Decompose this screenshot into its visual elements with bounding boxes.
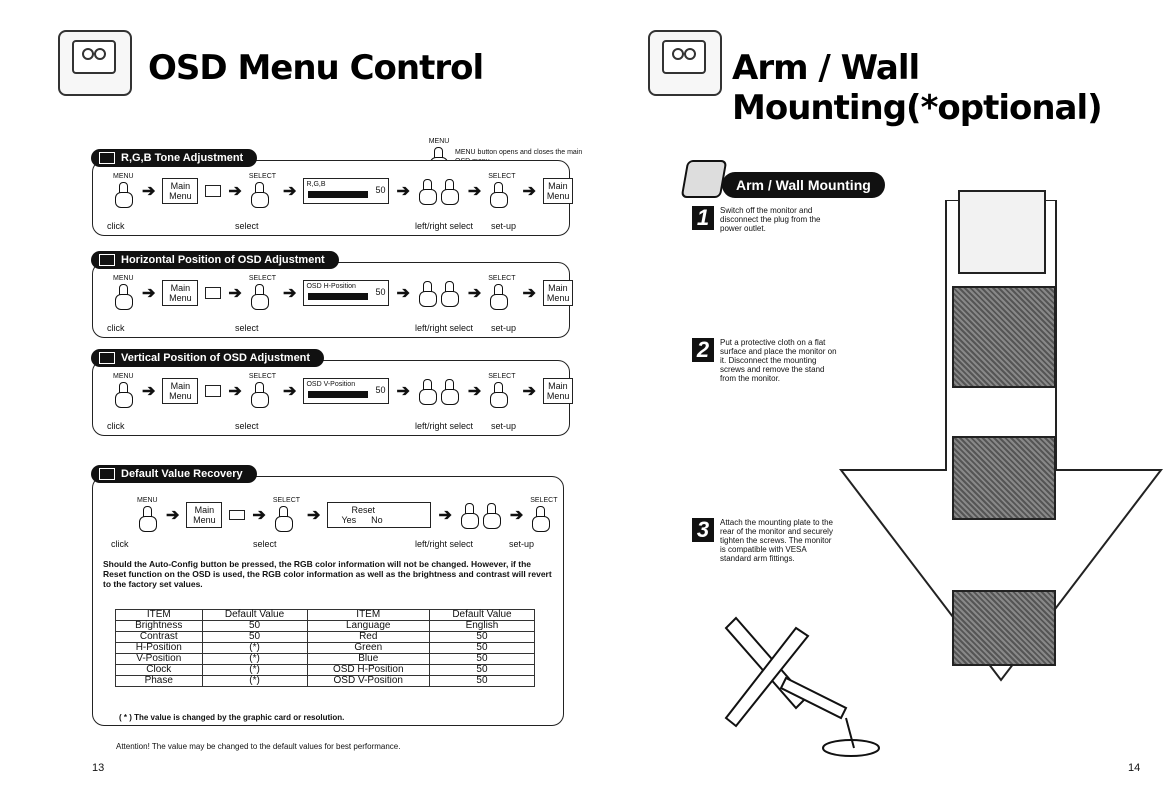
table-header: Default Value — [202, 610, 307, 621]
table-cell: V-Position — [116, 654, 203, 665]
table-row — [116, 676, 535, 687]
section-flow: MENU ➔ Main Menu ➔ SELECT ➔ OSD H-Position 50 ➔ ➔ SELECT ➔ Main Menu — [113, 275, 573, 310]
table-row — [116, 654, 535, 665]
table-cell: Contrast — [116, 632, 203, 643]
table-cell: H-Position — [116, 643, 203, 654]
section-flow: MENU ➔ Main Menu ➔ SELECT ➔ R,G,B 50 ➔ ➔ SELECT ➔ Main Menu — [113, 173, 573, 208]
caption-left-right: left/right select — [415, 539, 474, 549]
select-hand-icon-2: SELECT — [488, 275, 515, 310]
caption-click: click — [107, 421, 125, 431]
subtitle-text: Arm / Wall Mounting — [722, 172, 885, 198]
osd-slider: OSD H-Position 50 — [303, 280, 389, 306]
step-text: Attach the mounting plate to the rear of the monitor and securely tighten the screws. The monitor is compatible with VESA standard arm fittings. — [720, 518, 833, 563]
step-number: 2 — [692, 338, 714, 362]
section-title: R,G,B Tone Adjustment — [91, 149, 257, 167]
mascot-icon-right — [648, 30, 722, 96]
caption-click: click — [111, 539, 129, 549]
table-cell: English — [429, 621, 534, 632]
table-cell: (*) — [202, 676, 307, 687]
select-hand-icon: SELECT — [273, 497, 300, 532]
table-cell: 50 — [429, 654, 534, 665]
mounting-step-2 — [692, 338, 838, 383]
select-hand-icon-2: SELECT — [488, 373, 515, 408]
menu-hand-icon: MENU — [137, 497, 159, 532]
attention-note: Attention! The value may be changed to the default values for best performance. — [116, 742, 401, 751]
table-cell: Blue — [307, 654, 429, 665]
caption-left-right: left/right select — [415, 421, 474, 431]
osd-section-3 — [92, 352, 570, 436]
mascot-icon — [58, 30, 132, 96]
caption-setup: set-up — [509, 539, 535, 549]
menu-hand-icon: MENU — [113, 173, 135, 208]
main-menu-box: Main Menu — [162, 280, 198, 306]
main-menu-box-2: Main Menu — [543, 280, 573, 306]
wall-outlet-image — [958, 190, 1046, 274]
left-right-hand-icon — [417, 177, 461, 205]
monitor-rear-stand-image — [952, 286, 1056, 388]
left-right-hand-icon — [459, 501, 503, 529]
osd-slider: OSD V-Position 50 — [303, 378, 389, 404]
table-header: Default Value — [429, 610, 534, 621]
mounting-step-3 — [692, 518, 838, 563]
table-cell: OSD V-Position — [307, 676, 429, 687]
step-text: Switch off the monitor and disconnect the plug from the power outlet. — [720, 206, 821, 233]
table-cell: Clock — [116, 665, 203, 676]
table-cell: 50 — [202, 621, 307, 632]
caption-click: click — [107, 221, 125, 231]
caption-setup: set-up — [491, 221, 517, 231]
table-cell: Brightness — [116, 621, 203, 632]
step-number: 3 — [692, 518, 714, 542]
main-menu-box: Main Menu — [162, 378, 198, 404]
table-cell: Phase — [116, 676, 203, 687]
table-row — [116, 665, 535, 676]
menu-hand-icon: MENU — [113, 373, 135, 408]
caption-select: select — [253, 539, 277, 549]
caption-left-right: left/right select — [415, 323, 474, 333]
step-text: Put a protective cloth on a flat surface and place the monitor on it. Disconnect the mounting screws and remove the stand from the monitor. — [720, 338, 837, 383]
table-cell: (*) — [202, 665, 307, 676]
default-recovery-title: Default Value Recovery — [91, 465, 257, 483]
main-menu-box: Main Menu — [162, 178, 198, 204]
left-right-hand-icon — [417, 377, 461, 405]
table-cell: (*) — [202, 643, 307, 654]
caption-setup: set-up — [491, 421, 517, 431]
arm-mount-illustration — [696, 608, 896, 768]
caption-select: select — [235, 323, 259, 333]
table-cell: 50 — [429, 643, 534, 654]
table-cell: 50 — [429, 676, 534, 687]
main-menu-box-2: Main Menu — [543, 178, 573, 204]
table-row — [116, 643, 535, 654]
table-cell: 50 — [429, 632, 534, 643]
main-menu-box-2: Main Menu — [543, 378, 573, 404]
page-title-right: Arm / Wall Mounting(*optional) — [732, 48, 1102, 128]
osd-slider: R,G,B 50 — [303, 178, 389, 204]
select-hand-icon: SELECT — [249, 275, 276, 310]
section-title: Horizontal Position of OSD Adjustment — [91, 251, 339, 269]
section-flow: MENU ➔ Main Menu ➔ SELECT ➔ OSD V-Position 50 ➔ ➔ SELECT ➔ Main Menu — [113, 373, 573, 408]
table-row — [116, 621, 535, 632]
caption-left-right: left/right select — [415, 221, 474, 231]
table-cell: Green — [307, 643, 429, 654]
section-icon — [205, 287, 221, 299]
table-cell: (*) — [202, 654, 307, 665]
menu-hand-icon: MENU — [113, 275, 135, 310]
recovery-paragraph: Should the Auto-Config button be pressed, the RGB color information will not be changed. However, if the Reset function on the OSD is used, the RGB color information as well as the brightness and contrast will revert to the factory set values. — [103, 559, 552, 589]
default-recovery-section — [92, 468, 564, 726]
reset-icon — [229, 510, 245, 520]
table-cell: Red — [307, 632, 429, 643]
left-right-hand-icon — [417, 279, 461, 307]
select-hand-icon-2: SELECT — [488, 173, 515, 208]
table-header: ITEM — [116, 610, 203, 621]
caption-click: click — [107, 323, 125, 333]
mounting-step-1 — [692, 206, 838, 233]
reset-dialog: Reset Yes No — [327, 502, 431, 528]
recovery-flow: MENU ➔ Main Menu ➔ SELECT ➔ Reset Yes No ➔ ➔ SELECT — [137, 497, 558, 532]
menu-note-text: MENU button opens and closes the main — [455, 149, 583, 156]
page-number-right: 14 — [1128, 762, 1141, 774]
table-row — [116, 632, 535, 643]
select-hand-icon: SELECT — [249, 173, 276, 208]
select-hand-icon-2: SELECT — [530, 497, 557, 532]
page-title-left: OSD Menu Control — [148, 48, 484, 88]
table-cell: 50 — [202, 632, 307, 643]
wall-bracket-icon — [681, 160, 728, 198]
table-cell: 50 — [429, 665, 534, 676]
caption-select: select — [235, 421, 259, 431]
section-title: Vertical Position of OSD Adjustment — [91, 349, 324, 367]
osd-section-2 — [92, 254, 570, 338]
caption-setup: set-up — [491, 323, 517, 333]
step-number: 1 — [692, 206, 714, 230]
page-number-left: 13 — [92, 762, 105, 774]
menu-button-hand-icon: MENU — [428, 138, 450, 173]
table-cell: Language — [307, 621, 429, 632]
monitor-rear-image — [952, 436, 1056, 520]
section-icon — [205, 385, 221, 397]
select-hand-icon: SELECT — [249, 373, 276, 408]
table-footnote: ( * ) The value is changed by the graphic card or resolution. — [119, 713, 345, 722]
section-icon — [205, 185, 221, 197]
caption-select: select — [235, 221, 259, 231]
monitor-arm-mounted-image — [952, 590, 1056, 666]
default-values-table — [115, 609, 535, 687]
main-menu-box: Main Menu — [186, 502, 222, 528]
table-header: ITEM — [307, 610, 429, 621]
table-cell: OSD H-Position — [307, 665, 429, 676]
